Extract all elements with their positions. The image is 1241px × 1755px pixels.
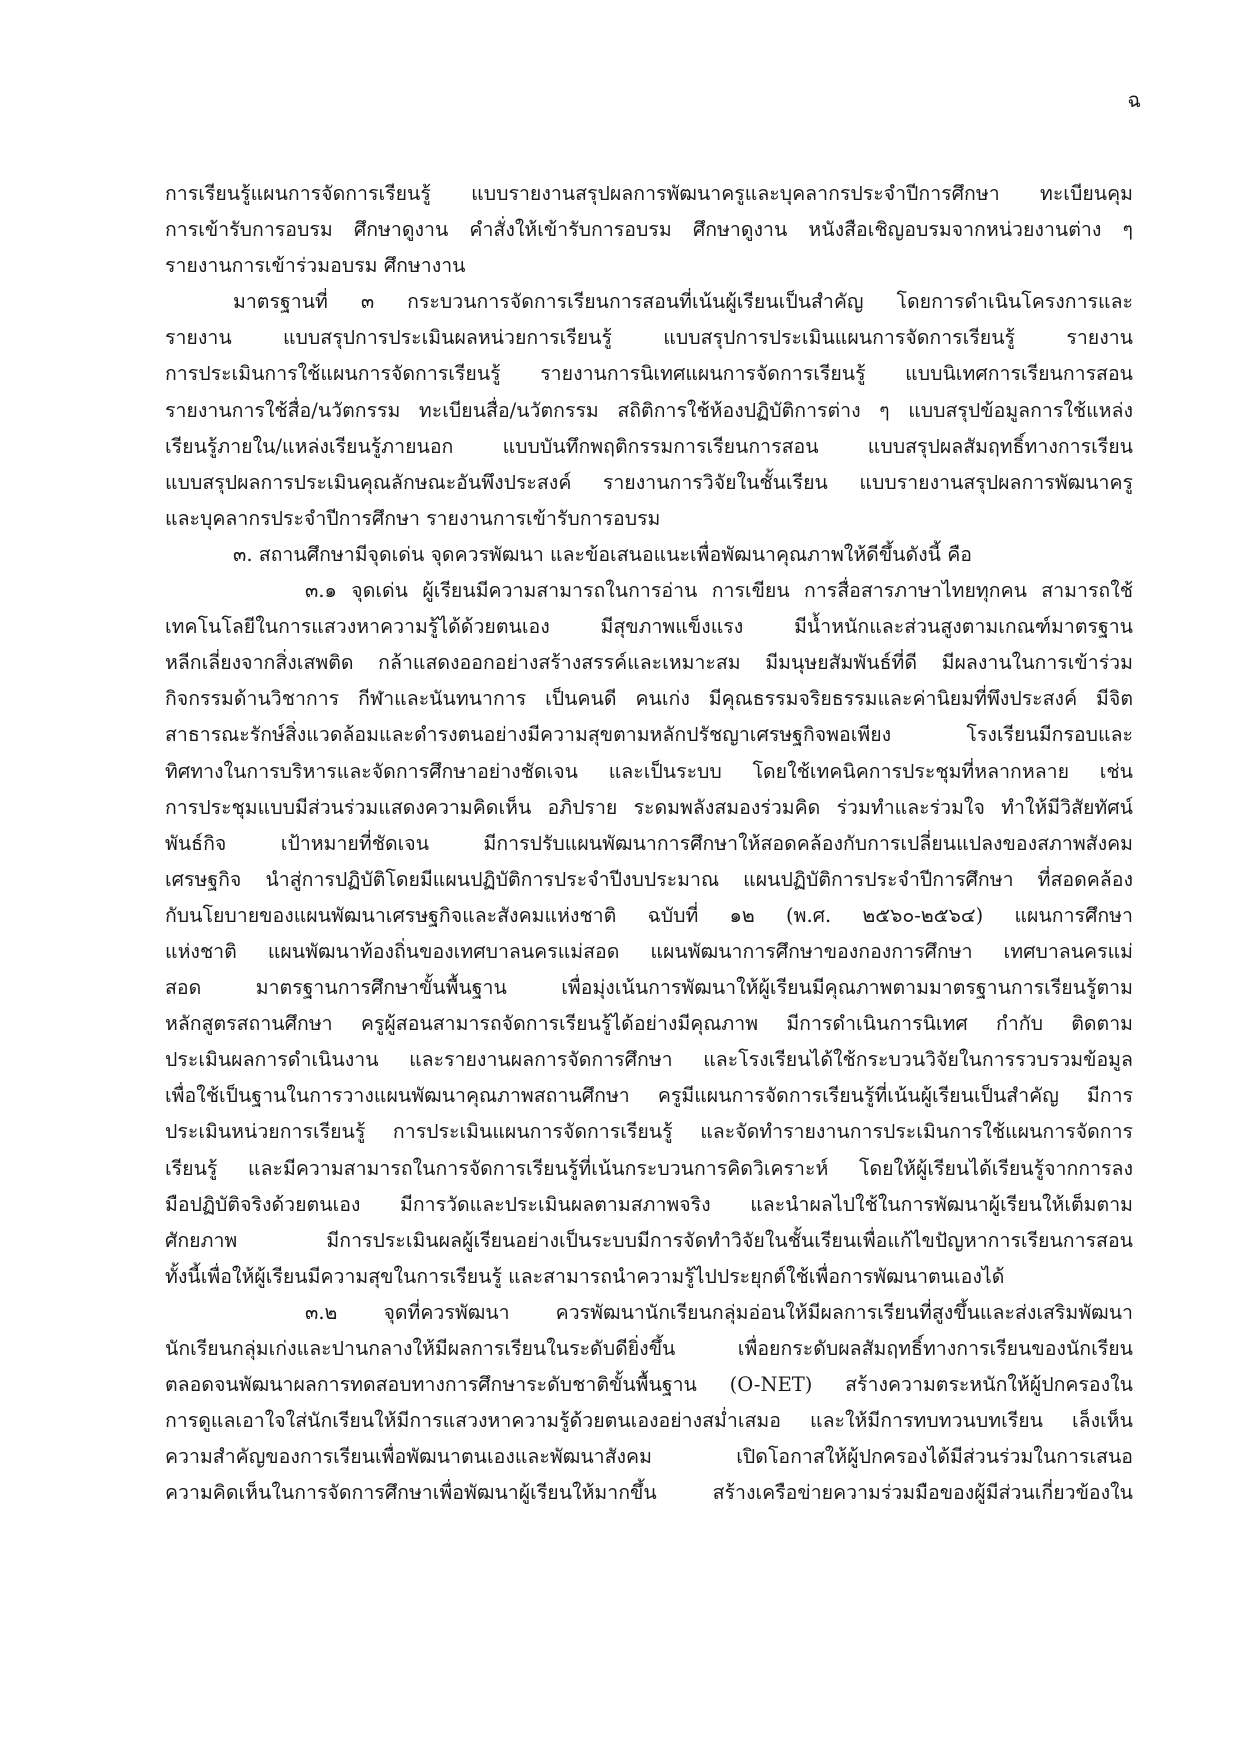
text-line: เศรษฐกิจ นำสู่การปฏิบัติโดยมีแผนปฏิบัติการประจำปีงบประมาณ แผนปฏิบัติการประจำปีการศึกษา ที่สอดคล้อง bbox=[165, 867, 1133, 891]
text-line: สอด มาตรฐานการศึกษาขั้นพื้นฐาน เพื่อมุ่งเน้นการพัฒนาให้ผู้เรียนมีคุณภาพตามมาตรฐานการเรียนรู้ตาม bbox=[165, 976, 1133, 1000]
text-line: สาธารณะรักษ์สิ่งแวดล้อมและดำรงตนอย่างมีความสุขตามหลักปรัชญาเศรษฐกิจพอเพียง โรงเรียนมีกรอบและ bbox=[165, 723, 1133, 747]
text-line: กิจกรรมด้านวิชาการ กีฬาและนันทนาการ เป็นคนดี คนเก่ง มีคุณธรรมจริยธรรมและค่านิยมที่พึงประสงค์ มีจิต bbox=[165, 687, 1133, 711]
text-line: ความคิดเห็นในการจัดการศึกษาเพื่อพัฒนาผู้เรียนให้มากขึ้น สร้างเครือข่ายความร่วมมือของผู้มีส่วนเกี่ยวข้องใน bbox=[165, 1481, 1133, 1505]
text-line: รายงาน แบบสรุปการประเมินผลหน่วยการเรียนรู้ แบบสรุปการประเมินแผนการจัดการเรียนรู้ รายงาน bbox=[165, 326, 1133, 350]
text-line: การเข้ารับการอบรม ศึกษาดูงาน คำสั่งให้เข้ารับการอบรม ศึกษาดูงาน หนังสือเชิญอบรมจากหน่วยงานต่าง ๆ bbox=[165, 218, 1133, 242]
text-line: นักเรียนกลุ่มเก่งและปานกลางให้มีผลการเรียนในระดับดียิ่งขึ้น เพื่อยกระดับผลสัมฤทธิ์ทางการเรียนของนักเรียน bbox=[165, 1337, 1133, 1360]
text-line: การประชุมแบบมีส่วนร่วมแสดงความคิดเห็น อภิปราย ระดมพลังสมองร่วมคิด ร่วมทำและร่วมใจ ทำให้มีวิสัยทัศน์ bbox=[165, 795, 1133, 819]
text-line: การประเมินการใช้แผนการจัดการเรียนรู้ รายงานการนิเทศแผนการจัดการเรียนรู้ แบบนิเทศการเรียนการสอน bbox=[165, 362, 1133, 386]
text-line: แห่งชาติ แผนพัฒนาท้องถิ่นของเทศบาลนครแม่สอด แผนพัฒนาการศึกษาของกองการศึกษา เทศบาลนครแม่ bbox=[165, 939, 1133, 963]
text-line: ความสำคัญของการเรียนเพื่อพัฒนาตนเองและพัฒนาสังคม เปิดโอกาสให้ผู้ปกครองได้มีส่วนร่วมในการเสนอ bbox=[165, 1445, 1133, 1469]
text-line: ทิศทางในการบริหารและจัดการศึกษาอย่างชัดเจน และเป็นระบบ โดยใช้เทคนิคการประชุมที่หลากหลาย เช่น bbox=[165, 759, 1133, 783]
text-line: ศักยภาพ มีการประเมินผลผู้เรียนอย่างเป็นระบบมีการจัดทำวิจัยในชั้นเรียนเพื่อแก้ไขปัญหาการเรียนการสอน bbox=[165, 1228, 1133, 1252]
text-line: เทคโนโลยีในการแสวงหาความรู้ได้ด้วยตนเอง มีสุขภาพแข็งแรง มีน้ำหนักและส่วนสูงตามเกณฑ์มาตรฐาน bbox=[165, 615, 1133, 639]
text-line: ๓.๒ จุดที่ควรพัฒนา ควรพัฒนานักเรียนกลุ่มอ่อนให้มีผลการเรียนที่สูงขึ้นและส่งเสริมพัฒนา bbox=[305, 1300, 1133, 1324]
text-line: เรียนรู้ และมีความสามารถในการจัดการเรียนรู้ที่เน้นกระบวนการคิดวิเคราะห์ โดยให้ผู้เรียนได้เรียนรู้จากการลง bbox=[165, 1156, 1133, 1180]
text-line: ตลอดจนพัฒนาผลการทดสอบทางการศึกษาระดับชาติขั้นพื้นฐาน (O-NET) สร้างความตระหนักให้ผู้ปกครองใน bbox=[165, 1373, 1133, 1397]
text-line: ๓.๑ จุดเด่น ผู้เรียนมีความสามารถในการอ่าน การเขียน การสื่อสารภาษาไทยทุกคน สามารถใช้ bbox=[305, 579, 1133, 603]
text-line: หลักสูตรสถานศึกษา ครูผู้สอนสามารถจัดการเรียนรู้ได้อย่างมีคุณภาพ มีการดำเนินการนิเทศ กำกับ ติดตาม bbox=[165, 1012, 1133, 1036]
text-line: การดูแลเอาใจใส่นักเรียนให้มีการแสวงหาความรู้ด้วยตนเองอย่างสม่ำเสมอ และให้มีการทบทวนบทเรียน เล็งเห็น bbox=[165, 1409, 1133, 1433]
text-line: แบบสรุปผลการประเมินคุณลักษณะอันพึงประสงค์ รายงานการวิจัยในชั้นเรียน แบบรายงานสรุปผลการพัฒนาครู bbox=[165, 470, 1133, 494]
text-line: พันธ์กิจ เป้าหมายที่ชัดเจน มีการปรับแผนพัฒนาการศึกษาให้สอดคล้องกับการเปลี่ยนแปลงของสภาพสังคม bbox=[165, 831, 1133, 855]
text-line: ๓. สถานศึกษามีจุดเด่น จุดควรพัฒนา และข้อเสนอแนะเพื่อพัฒนาคุณภาพให้ดีขึ้นดังนี้ คือ bbox=[233, 542, 972, 566]
text-line: ประเมินหน่วยการเรียนรู้ การประเมินแผนการจัดการเรียนรู้ และจัดทำรายงานการประเมินการใช้แผนการจัดการ bbox=[165, 1120, 1133, 1144]
text-line: รายงานการเข้าร่วมอบรม ศึกษางาน bbox=[165, 254, 466, 278]
text-line: มาตรฐานที่ ๓ กระบวนการจัดการเรียนการสอนที่เน้นผู้เรียนเป็นสำคัญ โดยการดำเนินโครงการและ bbox=[233, 290, 1133, 314]
body-text bbox=[165, 176, 1133, 1511]
text-line: ประเมินผลการดำเนินงาน และรายงานผลการจัดการศึกษา และโรงเรียนได้ใช้กระบวนวิจัยในการรวบรวมข้อมูล bbox=[165, 1048, 1133, 1072]
text-line: เรียนรู้ภายใน/แหล่งเรียนรู้ภายนอก แบบบันทึกพฤติกรรมการเรียนการสอน แบบสรุปผลสัมฤทธิ์ทางการเรียน bbox=[165, 434, 1133, 458]
text-line: และบุคลากรประจำปีการศึกษา รายงานการเข้ารับการอบรม bbox=[165, 506, 661, 530]
text-line: รายงานการใช้สื่อ/นวัตกรรม ทะเบียนสื่อ/นวัตกรรม สถิติการใช้ห้องปฏิบัติการต่าง ๆ แบบสรุปข้อมูลการใช้แหล่ง bbox=[165, 398, 1133, 422]
text-line: เพื่อใช้เป็นฐานในการวางแผนพัฒนาคุณภาพสถานศึกษา ครูมีแผนการจัดการเรียนรู้ที่เน้นผู้เรียนเป็นสำคัญ มีการ bbox=[165, 1084, 1133, 1108]
text-line: ทั้งนี้เพื่อให้ผู้เรียนมีความสุขในการเรียนรู้ และสามารถนำความรู้ไปประยุกต์ใช้เพื่อการพัฒนาตนเองได้ bbox=[165, 1264, 1005, 1288]
text-line: การเรียนรู้แผนการจัดการเรียนรู้ แบบรายงานสรุปผลการพัฒนาครูและบุคลากรประจำปีการศึกษา ทะเบียนคุม bbox=[165, 182, 1133, 205]
text-line: หลีกเลี่ยงจากสิ่งเสพติด กล้าแสดงออกอย่างสร้างสรรค์และเหมาะสม มีมนุษยสัมพันธ์ที่ดี มีผลงานในการเข้าร่วม bbox=[165, 651, 1133, 675]
text-line: กับนโยบายของแผนพัฒนาเศรษฐกิจและสังคมแห่งชาติ ฉบับที่ ๑๒ (พ.ศ. ๒๕๖๐-๒๕๖๔) แผนการศึกษา bbox=[165, 903, 1133, 927]
text-line: มือปฏิบัติจริงด้วยตนเอง มีการวัดและประเมินผลตามสภาพจริง และนำผลไปใช้ในการพัฒนาผู้เรียนให้เต็มตาม bbox=[165, 1192, 1133, 1216]
page-number: ฉ bbox=[1127, 88, 1141, 112]
